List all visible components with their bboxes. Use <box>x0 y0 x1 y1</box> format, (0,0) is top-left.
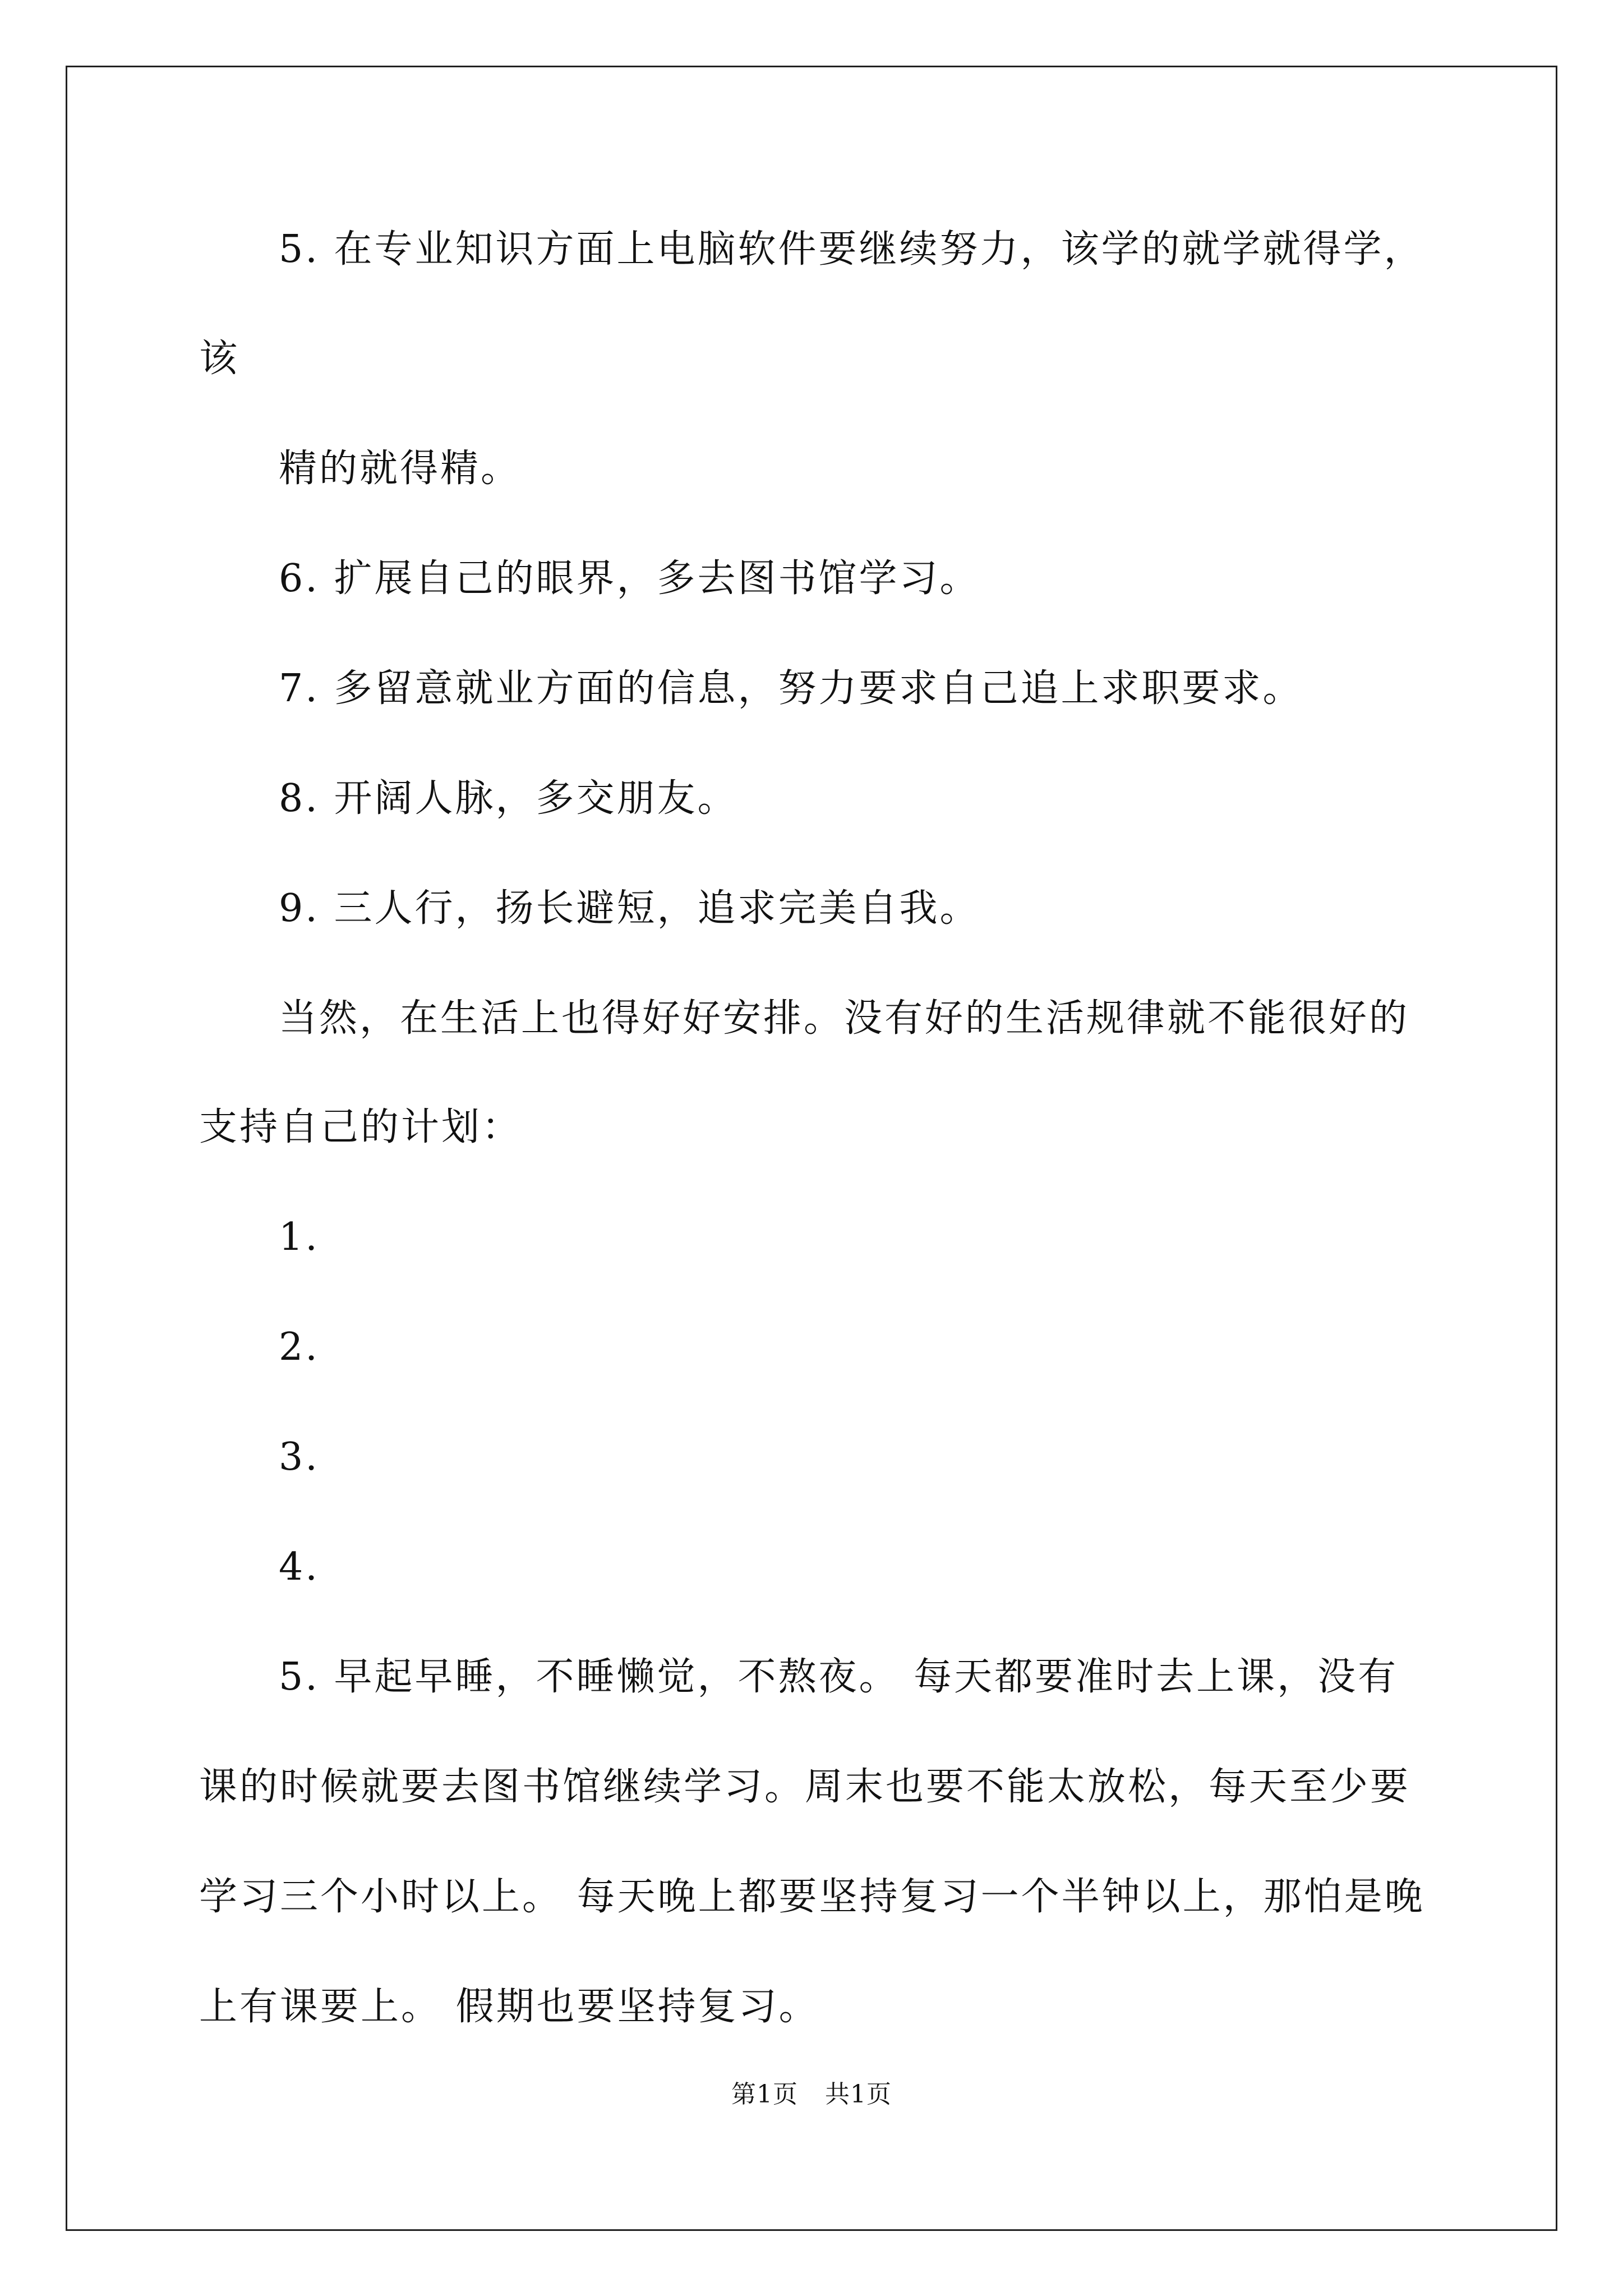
page-footer <box>0 2080 1623 2109</box>
list-item-8: 8. 开阔人脉，多交朋友。 <box>279 776 738 821</box>
paragraph-line-2: 该 <box>199 337 240 381</box>
list-item-7: 7. 多留意就业方面的信息，努力要求自己追上求职要求。 <box>279 666 1303 711</box>
list-item-9: 9. 三人行，扬长避短，追求完美自我。 <box>279 886 980 931</box>
total-pages-label: 共1页 <box>825 2080 892 2109</box>
list-item-4: 4. <box>279 1545 320 1589</box>
list-item-5-line-2: 课的时候就要去图书馆继续学习。周末也要不能太放松，每天至少要 <box>199 1765 1411 1809</box>
list-item-2: 2. <box>279 1325 320 1369</box>
list-item-1: 1. <box>279 1215 320 1259</box>
list-item-5-line-1: 5. 早起早睡，不睡懒觉，不熬夜。 每天都要准时去上课，没有 <box>279 1655 1399 1699</box>
list-item-6: 6. 扩展自己的眼界，多去图书馆学习。 <box>279 556 980 601</box>
paragraph-line-life-2: 支持自己的计划： <box>199 1105 523 1149</box>
list-item-3: 3. <box>279 1435 320 1479</box>
paragraph-line-1: 5. 在专业知识方面上电脑软件要继续努力，该学的就学就得学， <box>279 227 1424 272</box>
list-item-5-line-4: 上有课要上。 假期也要坚持复习。 <box>199 1985 819 2029</box>
paragraph-line-3: 精的就得精。 <box>279 447 522 491</box>
paragraph-line-life-1: 当然，在生活上也得好好安排。没有好的生活规律就不能很好的 <box>279 996 1410 1041</box>
current-page-label: 第1页 <box>731 2080 798 2109</box>
list-item-5-line-3: 学习三个小时以上。 每天晚上都要坚持复习一个半钟以上，那怕是晚 <box>199 1875 1425 1919</box>
